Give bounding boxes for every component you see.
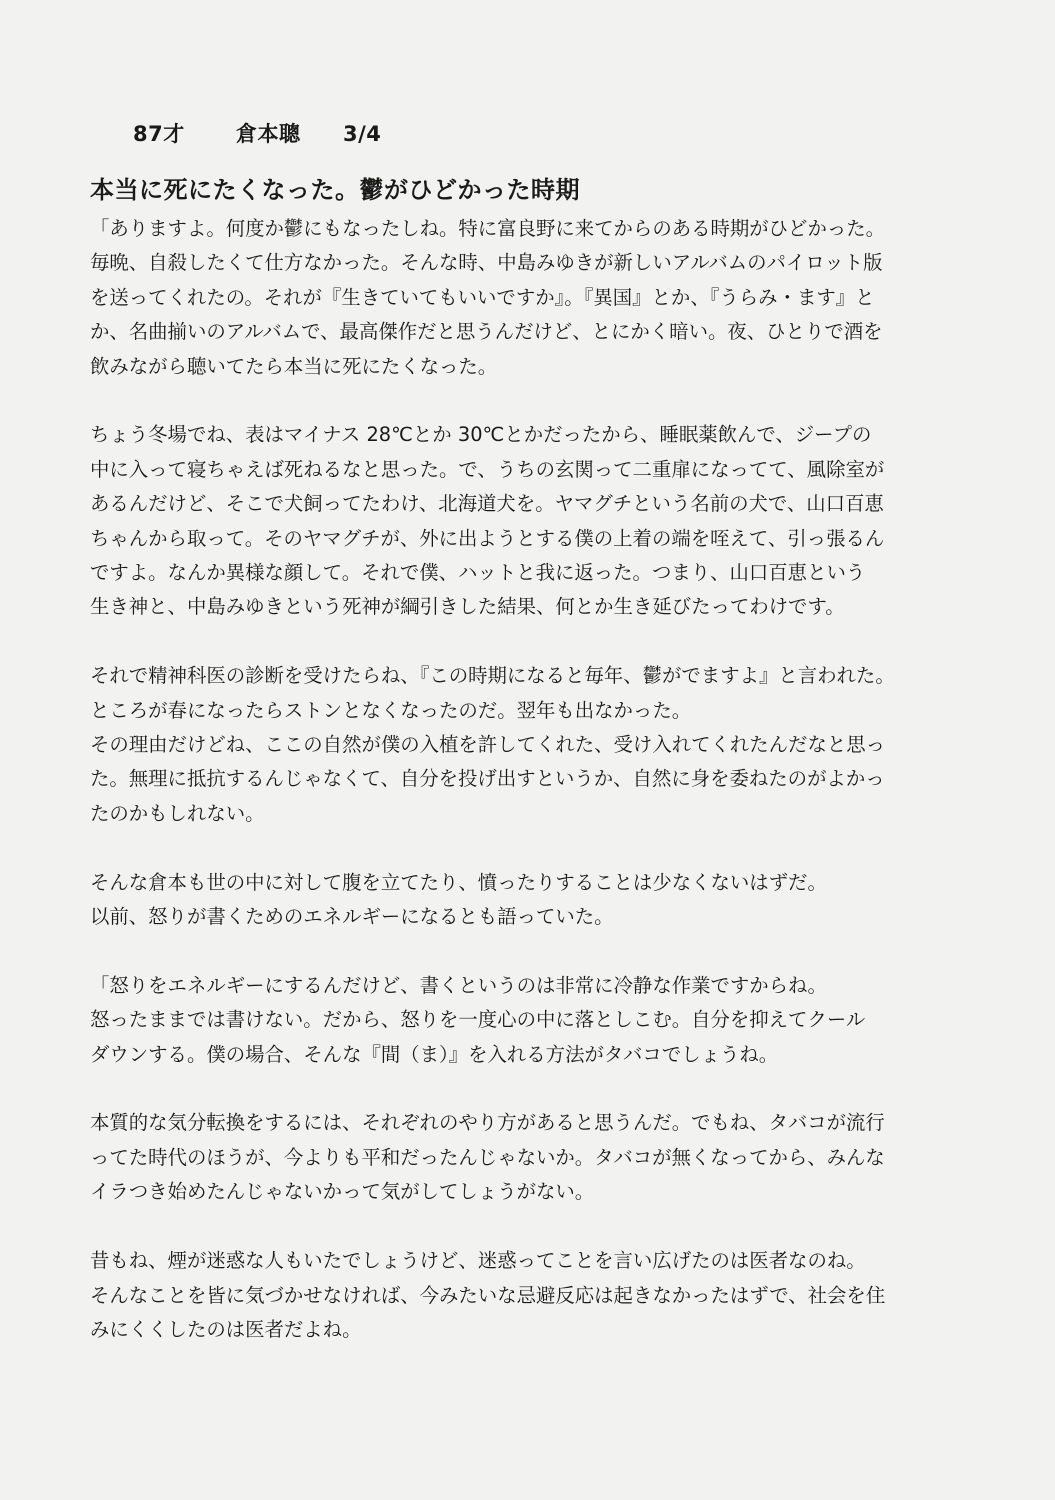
- paragraph: 昔もね、煙が迷惑な人もいたでしょうけど、迷惑ってことを言い広げたのは医者なのね。 そんなことを皆に気づかせなければ、今みたいな忌避反応は起きなかったはずで、社会を住 みにくくしたのは医者だよね。: [90, 1249, 886, 1341]
- page-header: [133, 118, 381, 148]
- body-text: [90, 212, 990, 1382]
- paragraph: それで精神科医の診断を受けたらね、『この時期になると毎年、鬱がでますよ』と言われた。 ところが春になったらストンとなくなったのだ。翌年も出なかった。 その理由だけどね、ここの自然が僕の入植を許してくれた、受け入れてくれたんだなと思っ た。無理に抵抗するんじゃなくて、自分を投げ出すというか、自然に身を委ねたのがよかっ たのかもしれない。: [90, 664, 895, 825]
- section-title: 本当に死にたくなった。鬱がひどかった時期: [90, 176, 580, 204]
- paragraph: 本質的な気分転換をするには、それぞれのやり方があると思うんだ。でもね、タバコが流行 ってた時代のほうが、今よりも平和だったんじゃないか。タバコが無くなってから、みんな イラつき始めたんじゃないかって気がしてしょうがない。: [90, 1111, 885, 1204]
- paragraph: ちょう冬場でね、表はマイナス 28℃とか 30℃とかだったから、睡眠薬飲んで、ジープの 中に入って寝ちゃえば死ねるなと思った。で、うちの玄関って二重扉になってて、風除室が あるんだけど、そこで犬飼ってたわけ、北海道犬を。ヤマグチという名前の犬で、山口百恵 ちゃんから取って。そのヤマグチが、外に出ようとする僕の上着の端を咥えて、引っ張るん ですよ。なんか異様な顔して。それで僕、ハットと我に返った。つまり、山口百恵という 生き神と、中島みゆきという死神が綱引きした結果、何とか生き延びたってわけです。: [90, 423, 885, 619]
- paragraph: そんな倉本も世の中に対して腹を立てたり、憤ったりすることは少なくないはずだ。 以前、怒りが書くためのエネルギーになるとも語っていた。: [90, 870, 827, 929]
- paragraph: 「怒りをエネルギーにするんだけど、書くというのは非常に冷静な作業ですからね。 怒ったままでは書けない。だから、怒りを一度心の中に落としこむ。自分を抑えてクール ダウンする。僕の場合、そんな『間（ま）』を入れる方法がタバコでしょうね。: [90, 973, 866, 1066]
- header-age: 87才: [133, 122, 185, 146]
- header-author: 倉本聰: [236, 122, 301, 146]
- header-page-number: 3/4: [343, 122, 382, 146]
- paragraph: 「ありますよ。何度か鬱にもなったしね。特に富良野に来てからのある時期がひどかった。 毎晩、自殺したくて仕方なかった。そんな時、中島みゆきが新しいアルバムのパイロット版 を送ってくれたの。それが『生きていてもいいですか』。『異国』とか、『うらみ・ます』と か、名曲揃いのアルバムで、最高傑作だと思うんだけど、とにかく暗い。夜、ひとりで酒を 飲みながら聴いてたら本当に死にたくなった。: [90, 217, 886, 378]
